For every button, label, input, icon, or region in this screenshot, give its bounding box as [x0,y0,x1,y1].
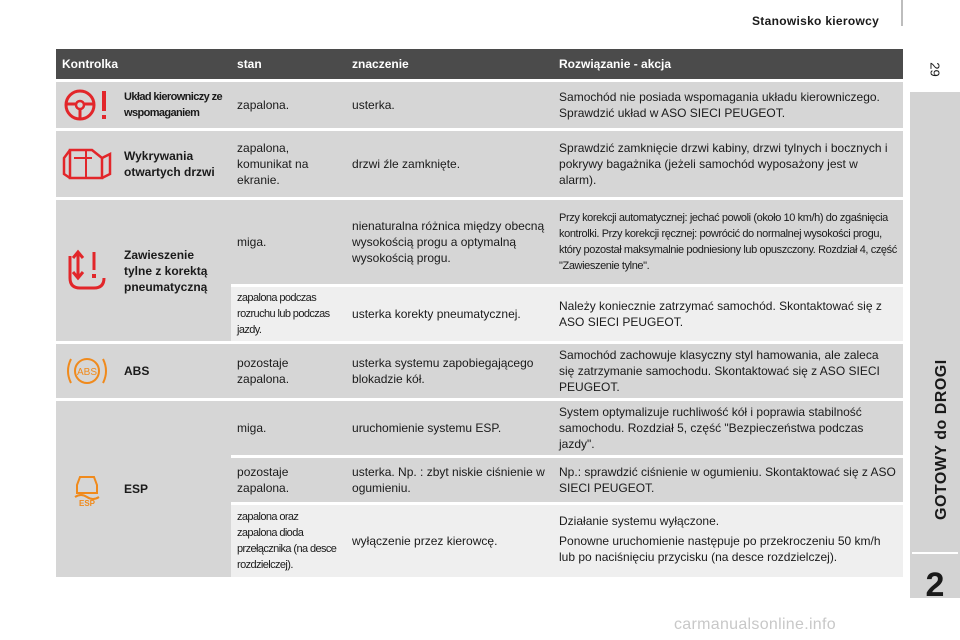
side-tab [910,92,960,598]
table-row-esp-1 [56,401,903,455]
esp-icon-cell [56,401,118,577]
table-row-doors [56,131,903,197]
esp-icon [67,471,107,507]
abs-meaning: usterka systemu zapobiegającego blokadzie kół. [346,344,553,398]
esp-meaning-3: wyłączenie przez kierowcę. [346,505,553,577]
side-section-label: GOTOWY do DROGI [933,359,950,520]
chapter-number: 2 [925,566,945,604]
doors-meaning: drzwi źle zamknięte. [346,131,553,197]
steering-name: Układ kierowniczy ze wspomaganiem [118,82,231,128]
esp-action-2: Np.: sprawdzić ciśnienie w ogumieniu. Skontaktować się z ASO SIECI PEUGEOT. [553,458,903,502]
esp-state-1: miga. [231,401,346,455]
esp-action-3 [553,505,903,577]
steering-icon-cell [56,82,118,128]
esp-name: ESP [118,401,231,577]
doors-icon-cell [56,131,118,197]
suspension-meaning-2: usterka korekty pneumatycznej. [346,287,553,341]
esp-state-3: zapalona oraz zapalona dioda przełącznika (na desce rozdzielczej). [231,505,346,577]
abs-icon-cell [56,344,118,398]
abs-icon [63,353,111,389]
table-row-steering [56,82,903,128]
warning-lights-table [56,46,903,580]
suspension-icon-cell [56,200,118,341]
esp-icon-text: ESP [78,499,96,507]
abs-state: pozostaje zapalona. [231,344,346,398]
doors-state: zapalona, komunikat na ekranie. [231,131,346,197]
steering-action: Samochód nie posiada wspomagania układu kierowniczego. Sprawdzić układ w ASO SIECI PEUGEOT. [553,82,903,128]
suspension-state-1: miga. [231,200,346,284]
col-header-rozwiazanie: Rozwiązanie - akcja [553,49,903,79]
suspension-action-1: Przy korekcji automatycznej: jechać powoli (około 10 km/h) do zgaśnięcia kontrolki. Przy korekcji ręcznej: powrócić do normalnej wysokości progu, który pozostał maksymalnie podniesiony lub opuszczony. Rozdział 4, część "Zawieszenie tylne". [553,200,903,284]
suspension-icon [64,248,110,294]
header-rule [901,0,903,26]
col-header-znaczenie: znaczenie [346,49,553,79]
suspension-state-2: zapalona podczas rozruchu lub podczas jazdy. [231,287,346,341]
steering-state: zapalona. [231,82,346,128]
side-divider [912,552,958,554]
esp-action-3-status: Działanie systemu wyłączone. [559,514,720,528]
suspension-meaning-1: nienaturalna różnica między obecną wysokością progu a optymalną wysokością progu. [346,200,553,284]
abs-icon-text: ABS [76,367,98,378]
page-number: 29 [927,62,943,77]
col-header-stan: stan [231,49,346,79]
table-row-abs [56,344,903,398]
esp-action-1: System optymalizuje ruchliwość kół i poprawia stabilność samochodu. Rozdział 5, część "Bezpieczeństwa podczas jazdy". [553,401,903,455]
abs-name: ABS [118,344,231,398]
header-title: Stanowisko kierowcy [752,14,880,28]
esp-action-3-restart: Ponowne uruchomienie następuje po przekroczeniu 50 km/h lub po naciśnięciu przycisku (na desce rozdzielczej). [559,534,881,564]
esp-state-2: pozostaje zapalona. [231,458,346,502]
esp-meaning-2: usterka. Np. : zbyt niskie ciśnienie w ogumieniu. [346,458,553,502]
suspension-action-2: Należy koniecznie zatrzymać samochód. Skontaktować się z ASO SIECI PEUGEOT. [553,287,903,341]
esp-meaning-1: uruchomienie systemu ESP. [346,401,553,455]
steering-meaning: usterka. [346,82,553,128]
abs-action: Samochód zachowuje klasyczny styl hamowania, ale zaleca się zatrzymanie samochodu. Skontaktować się z ASO SIECI PEUGEOT. [553,344,903,398]
table-row-suspension-1 [56,200,903,284]
open-door-icon [62,144,114,184]
doors-action: Sprawdzić zamknięcie drzwi kabiny, drzwi tylnych i bocznych i pokrywy bagażnika (jeżeli samochód wyposażony jest w alarm). [553,131,903,197]
watermark: carmanualsonline.info [674,616,836,633]
suspension-name: Zawieszenie tylne z korektą pneumatyczną [118,200,231,341]
doors-name: Wykrywania otwartych drzwi [118,131,231,197]
steering-warning-icon [62,87,114,123]
table-header-row [56,49,903,79]
col-header-kontrolka: Kontrolka [56,49,231,79]
